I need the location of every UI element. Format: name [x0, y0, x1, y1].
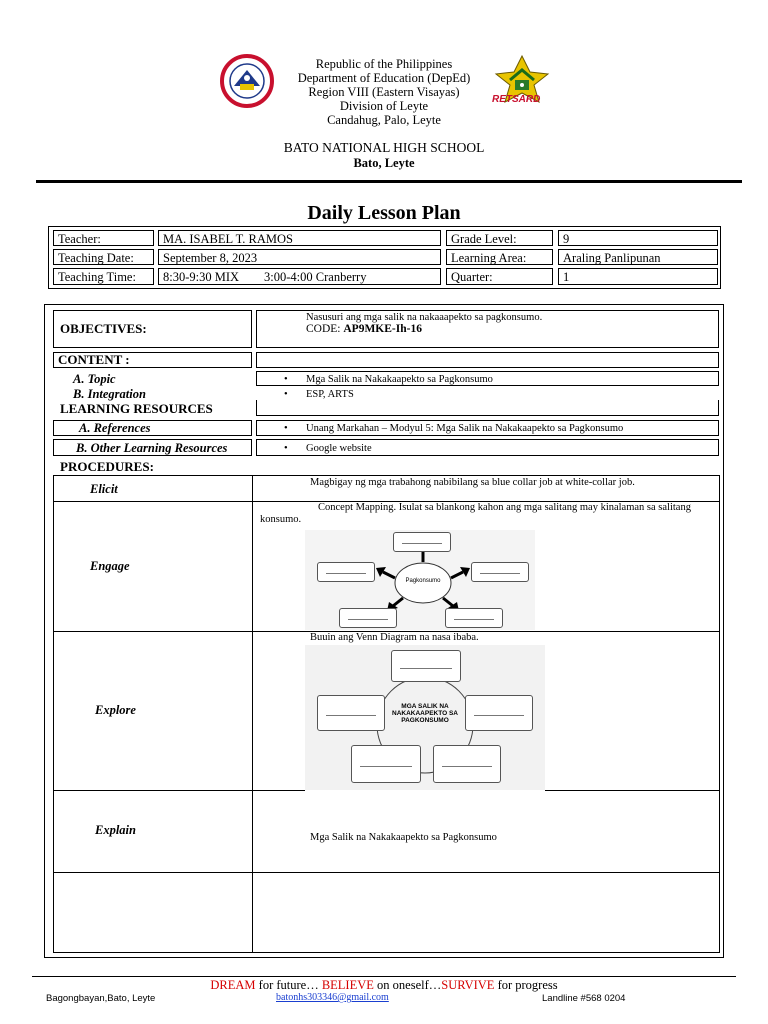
content-value-cell — [256, 352, 719, 368]
footer-landline: Landline #568 0204 — [542, 993, 626, 1004]
venn-box-top — [391, 650, 461, 682]
elicit-label: Elicit — [90, 482, 118, 496]
grade-label: Grade Level: — [446, 230, 553, 246]
footer-email[interactable] — [276, 992, 389, 1003]
header-deped: Department of Education (DepEd) — [297, 71, 471, 85]
footer-address: Bagongbayan,Bato, Leyte — [46, 993, 156, 1004]
time-value: 8:30-9:30 MIX 3:00-4:00 Cranberry — [158, 268, 441, 285]
header-region: Region VIII (Eastern Visayas) — [308, 85, 460, 99]
page-title: Daily Lesson Plan — [307, 202, 461, 224]
school-name: BATO NATIONAL HIGH SCHOOL — [283, 140, 485, 155]
school-location: Bato, Leyte — [353, 156, 415, 170]
motto-survive: SURVIVE — [441, 978, 495, 992]
explore-label: Explore — [95, 703, 136, 717]
venn-box-right — [465, 695, 533, 731]
concept-box-bottom-left — [339, 608, 397, 628]
references-value: • Unang Markahan – Modyul 5: Mga Salik na Nakakaapekto sa Pagkonsumo — [306, 423, 623, 435]
venn-center-label: MGA SALIK NA NAKAKAAPEKTO SA PAGKONSUMO — [392, 703, 458, 724]
concept-center-label: Pagkonsumo — [405, 578, 441, 584]
teacher-value: MA. ISABEL T. RAMOS — [158, 230, 441, 246]
footer-rule — [32, 976, 736, 977]
procedures-label: PROCEDURES: — [60, 459, 154, 474]
concept-box-left — [317, 562, 375, 582]
topic-value: • Mga Salik na Nakakaapekto sa Pagkonsumo — [306, 374, 493, 386]
references-label: A. References — [79, 421, 151, 435]
date-label: Teaching Date: — [53, 249, 154, 265]
retsard-logo — [488, 54, 556, 110]
explain-label: Explain — [95, 823, 136, 837]
venn-box-bottom-left — [351, 745, 421, 783]
procedures-rule — [53, 475, 719, 476]
time-label: Teaching Time: — [53, 268, 154, 285]
header-rule — [36, 180, 742, 183]
resources-label: LEARNING RESOURCES — [60, 401, 213, 416]
concept-box-right — [471, 562, 529, 582]
other-resources-label: B. Other Learning Resources — [76, 441, 228, 455]
footer-motto — [0, 978, 768, 993]
explore-rule-left — [53, 790, 305, 791]
quarter-value: 1 — [558, 268, 718, 285]
engage-text: Concept Mapping. Isulat sa blankong kahon ang mga salitang may kinalaman sa salitang konsumo. — [260, 502, 691, 525]
other-resources-value: • Google website — [306, 443, 372, 455]
topic-label: A. Topic — [73, 372, 116, 386]
procedures-divider — [252, 475, 253, 952]
retsard-label: RETSARD — [492, 94, 541, 105]
explore-rule-right — [545, 790, 719, 791]
header-division: Division of Leyte — [339, 99, 429, 113]
integration-label: B. Integration — [73, 387, 146, 401]
procedures-right-edge — [719, 475, 720, 952]
objectives-text: Nasusuri ang mga salik na nakaaapekto sa pagkonsumo. — [306, 312, 543, 323]
explore-text: Buuin ang Venn Diagram na nasa ibaba. — [310, 632, 479, 643]
procedures-bottom-edge — [53, 952, 720, 953]
explain-text: Mga Salik na Nakakaapekto sa Pagkonsumo — [310, 832, 497, 843]
footer-email-link[interactable]: batonhs303346@gmail.com — [276, 992, 389, 1003]
elicit-text: Magbigay ng mga trabahong nabibilang sa blue collar job at white-collar job. — [310, 477, 635, 488]
venn-diagram — [305, 645, 545, 790]
integration-value: • ESP, ARTS — [306, 389, 354, 401]
motto-believe: BELIEVE — [321, 978, 374, 992]
objectives-code: CODE: AP9MKE-Ih-16 — [306, 323, 422, 335]
area-value: Araling Panlipunan — [558, 249, 718, 265]
content-label: CONTENT : — [58, 352, 130, 367]
concept-map — [305, 530, 535, 630]
header-republic: Republic of the Philippines — [315, 57, 453, 71]
motto-dream: DREAM — [210, 978, 256, 992]
procedures-left-edge — [53, 475, 54, 952]
engage-label: Engage — [90, 559, 130, 573]
motto-on-oneself: on oneself… — [373, 978, 442, 992]
explain-rule — [53, 872, 719, 873]
header-address: Candahug, Palo, Leyte — [327, 113, 441, 127]
quarter-label: Quarter: — [446, 268, 553, 285]
resources-value-cell — [256, 400, 719, 416]
date-value: September 8, 2023 — [158, 249, 441, 265]
teacher-label: Teacher: — [53, 230, 154, 246]
motto-for-future: for future… — [255, 978, 322, 992]
venn-box-bottom-right — [433, 745, 501, 783]
grade-value: 9 — [558, 230, 718, 246]
concept-box-bottom-right — [445, 608, 503, 628]
area-label: Learning Area: — [446, 249, 553, 265]
venn-box-left — [317, 695, 385, 731]
concept-box-top — [393, 532, 451, 552]
objectives-label: OBJECTIVES: — [60, 321, 147, 336]
motto-for-progress: for progress — [494, 978, 558, 992]
